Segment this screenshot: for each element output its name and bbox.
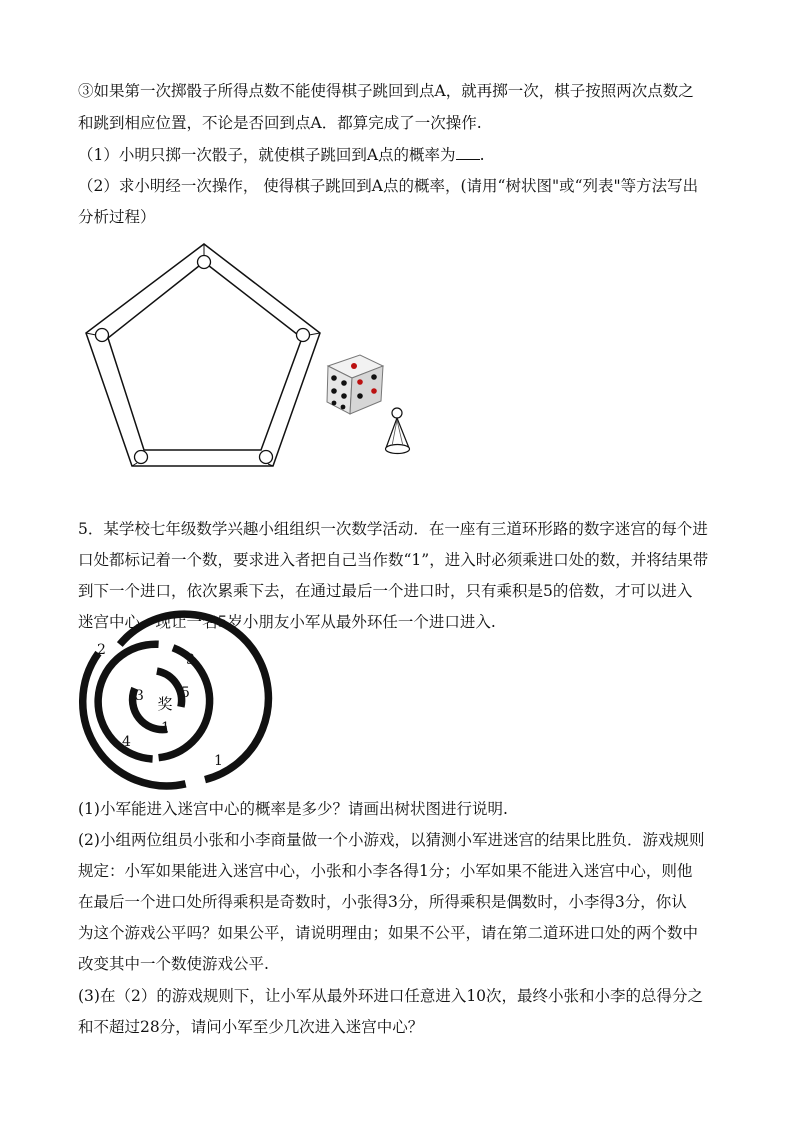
- q5-part2-line5: 改变其中一个数使游戏公平.: [78, 955, 269, 973]
- q5-intro-line2: 口处都标记着一个数，要求进入者把自己当作数“1”，进入时必须乘进口处的数，并将结果带: [78, 551, 709, 569]
- q5-part3-line2: 和不超过28分，请问小军至少几次进入迷宫中心？: [78, 1018, 424, 1036]
- q5-part1: (1)小军能进入迷宫中心的概率是多少？请画出树状图进行说明.: [78, 800, 508, 818]
- maze-inner-entry-label: 3: [135, 688, 144, 704]
- q5-part2-line2: 规定：小军如果能进入迷宫中心，小张和小李各得1分；小军如果不能进入迷宫中心，则他: [78, 862, 693, 880]
- maze-outer-entry-label: 2: [97, 642, 106, 658]
- q5-part3-line1: (3)在（2）的游戏规则下，让小军从最外环进口任意进入10次，最终小张和小李的总得分之: [78, 987, 704, 1005]
- q4-part1-text: （1）小明只掷一次骰子，就使棋子跳回到A点的概率为: [78, 146, 456, 164]
- q5-part2-line4: 为这个游戏公平吗？如果公平，请说明理由；如果不公平，请在第二道环进口处的两个数中: [78, 924, 699, 942]
- q5-part2-line3: 在最后一个进口处所得乘积是奇数时，小张得3分，所得乘积是偶数时，小李得3分，你认: [78, 893, 687, 911]
- q4-part2-line1: （2）求小明经一次操作， 使得棋子跳回到A点的概率，(请用“树状图"或“列表"等方法写出: [78, 177, 699, 195]
- q4-rule3-line1: ③如果第一次掷骰子所得点数不能使得棋子跳回到点A，就再掷一次，棋子按照两次点数之: [78, 82, 694, 100]
- q5-intro-line1: 5．某学校七年级数学兴趣小组组织一次数学活动．在一座有三道环形路的数字迷宫的每个进: [78, 520, 708, 538]
- maze-middle-entry-label: 3: [186, 652, 195, 668]
- q5-part2-line1: (2)小组两位组员小张和小李商量做一个小游戏，以猜测小军进迷宫的结果比胜负．游戏规则: [78, 831, 705, 849]
- maze-middle-entry-label: 4: [122, 734, 131, 750]
- maze-center-label: 奖: [157, 695, 173, 713]
- q4-part2-line2: 分析过程）: [78, 208, 156, 226]
- maze-inner-entry-label: 5: [181, 685, 190, 701]
- q5-intro-line4: 迷宫中心，现让一名5岁小朋友小军从最外环任一个进口进入.: [78, 613, 496, 631]
- maze-inner-entry-label: 1: [161, 720, 170, 736]
- q4-rule3-line2: 和跳到相应位置，不论是否回到点A．都算完成了一次操作.: [78, 114, 482, 132]
- q4-part1-end: .: [479, 146, 485, 164]
- q5-intro-line3: 到下一个进口，依次累乘下去，在通过最后一个进口时，只有乘积是5的倍数，才可以进入: [78, 582, 693, 600]
- maze-outer-entry-label: 1: [214, 753, 223, 769]
